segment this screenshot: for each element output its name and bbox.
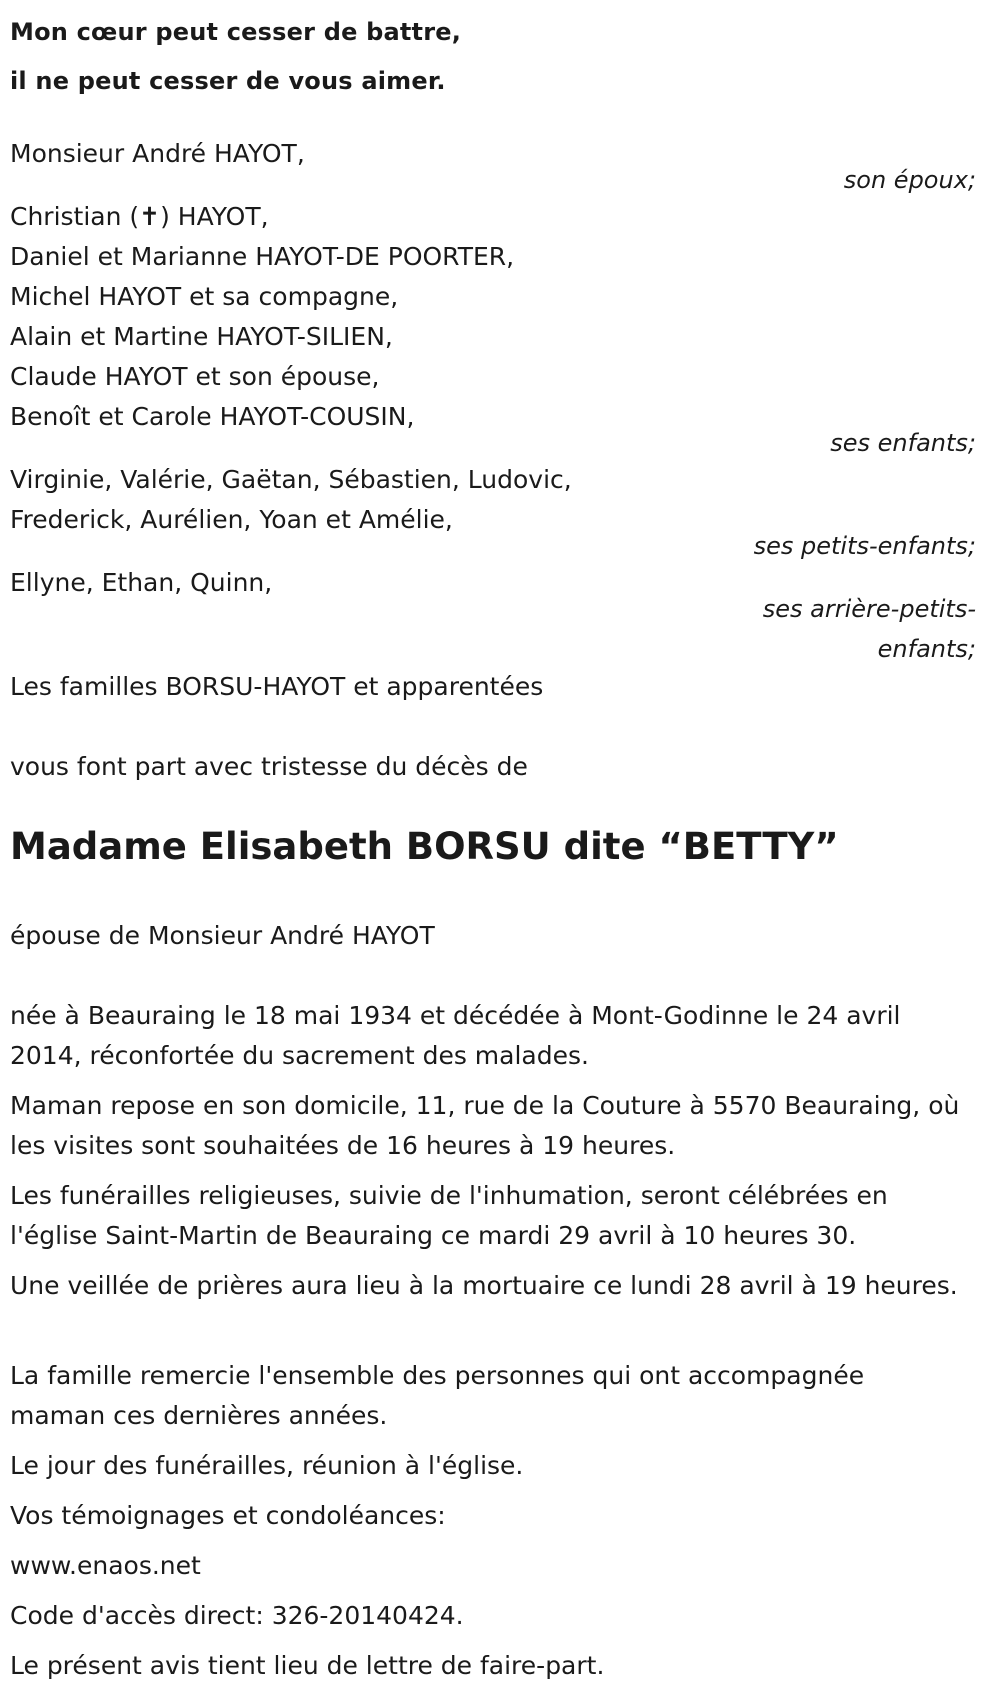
spouse-role: son époux; <box>843 166 976 194</box>
child-line-6: Benoît et Carole HAYOT-COUSIN, <box>10 402 415 431</box>
notice-paragraph: Le présent avis tient lieu de lettre de faire-part. <box>10 1651 605 1680</box>
families-line: Les familles BORSU-HAYOT et apparentées <box>10 672 544 701</box>
child-line-1: Christian (✝) HAYOT, <box>10 202 269 231</box>
epigraph-line-1: Mon cœur peut cesser de battre, <box>10 18 462 46</box>
great-grandchildren-role-line-2: enfants; <box>877 635 976 663</box>
child-line-2: Daniel et Marianne HAYOT-DE POORTER, <box>10 242 515 271</box>
children-role: ses enfants; <box>830 429 976 457</box>
meeting-paragraph: Le jour des funérailles, réunion à l'église. <box>10 1451 524 1480</box>
great-grandchild-line-1: Ellyne, Ethan, Quinn, <box>10 568 273 597</box>
child-line-4: Alain et Martine HAYOT-SILIEN, <box>10 322 393 351</box>
thanks-paragraph: La famille remercie l'ensemble des personnes qui ont accompagnée maman ces dernières années. <box>10 1361 865 1430</box>
grandchildren-role: ses petits-enfants; <box>753 532 976 560</box>
access-code-paragraph: Code d'accès direct: 326-20140424. <box>10 1601 464 1630</box>
viewing-paragraph: Maman repose en son domicile, 11, rue de la Couture à 5570 Beauraing, où les visites sont souhaitées de 16 heures à 19 heures. <box>10 1091 960 1160</box>
birth-death-paragraph: née à Beauraing le 18 mai 1934 et décédée à Mont-Godinne le 24 avril 2014, réconfortée du sacrement des malades. <box>10 1001 901 1070</box>
deceased-name: Madame Elisabeth BORSU dite “BETTY” <box>10 825 839 868</box>
condolences-paragraph: Vos témoignages et condoléances: <box>10 1501 446 1530</box>
grandchild-line-2: Frederick, Aurélien, Yoan et Amélie, <box>10 505 453 534</box>
announcement-line: vous font part avec tristesse du décès de <box>10 752 528 781</box>
spouse-of-line: épouse de Monsieur André HAYOT <box>10 921 435 950</box>
vigil-paragraph: Une veillée de prières aura lieu à la mortuaire ce lundi 28 avril à 19 heures. <box>10 1271 958 1300</box>
website-link[interactable]: www.enaos.net <box>10 1551 201 1580</box>
spouse-name: Monsieur André HAYOT, <box>10 139 305 168</box>
funeral-paragraph: Les funérailles religieuses, suivie de l'inhumation, seront célébrées en l'église Saint-Martin de Beauraing ce mardi 29 avril à 10 heures 30. <box>10 1181 888 1250</box>
child-line-3: Michel HAYOT et sa compagne, <box>10 282 399 311</box>
epigraph <box>10 8 461 106</box>
grandchild-line-1: Virginie, Valérie, Gaëtan, Sébastien, Ludovic, <box>10 465 572 494</box>
epigraph-line-2: il ne peut cesser de vous aimer. <box>10 67 446 95</box>
child-line-5: Claude HAYOT et son épouse, <box>10 362 380 391</box>
great-grandchildren-role-line-1: ses arrière-petits- <box>762 595 976 623</box>
